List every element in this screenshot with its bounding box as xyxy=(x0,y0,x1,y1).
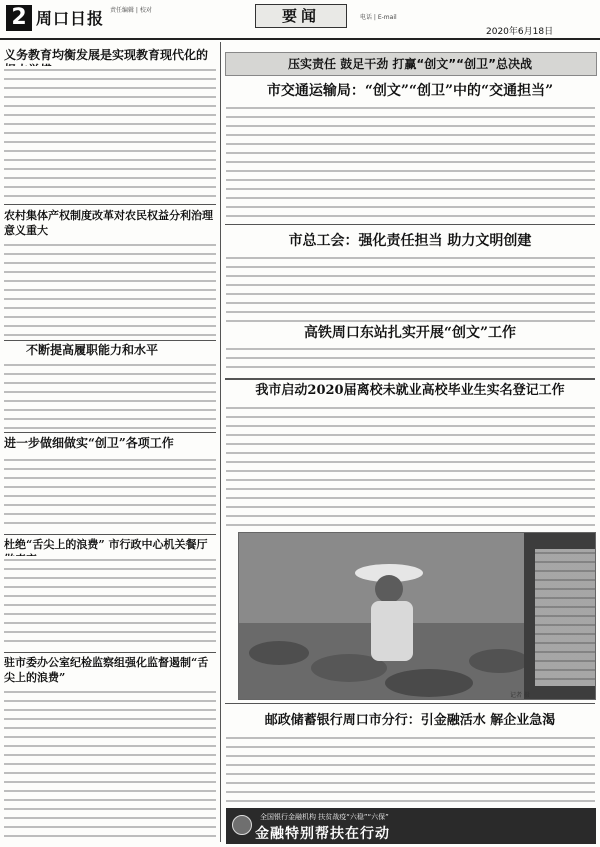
headline-food-waste: 杜绝“舌尖上的浪费” 市行政中心机关餐厅 xyxy=(4,538,208,551)
bank-logo-icon xyxy=(232,815,252,835)
headline-education: 义务教育均衡发展是实现教育现代化的 xyxy=(4,48,209,62)
article-body xyxy=(226,404,595,526)
article-body xyxy=(4,456,216,531)
article-body xyxy=(4,556,216,649)
column-divider xyxy=(220,42,221,842)
article-body xyxy=(226,345,595,375)
section-title: 要闻 xyxy=(255,4,347,28)
headline-postal-bank: 邮政储蓄银行周口市分行：引金融活水 解企业急渴 xyxy=(264,713,556,728)
ad-subtitle: 全国银行金融机构 扶贫战疫“六稳”“六保” xyxy=(260,813,389,821)
issue-date: 2020年6月18日 xyxy=(486,27,554,37)
divider xyxy=(4,204,216,205)
divider xyxy=(4,652,216,653)
headline-transport: 市交通运输局：“创文”“创卫”中的“交通担当” xyxy=(266,83,554,99)
photo-credit: 记者 摄 xyxy=(510,692,530,699)
edit-info: 责任编辑 | 校对 xyxy=(110,7,152,14)
page-number: 2 xyxy=(6,5,32,31)
article-body xyxy=(4,241,216,338)
article-body xyxy=(4,688,216,844)
newspaper-name: 周口日报 xyxy=(36,9,105,28)
headline-railway: 高铁周口东站扎实开展“创文”工作 xyxy=(303,325,517,341)
contact-info: 电话 | E-mail xyxy=(360,14,397,21)
headline-rural-reform: 农村集体产权制度改革对农民权益分利治理意义重大 xyxy=(4,209,213,237)
article-body xyxy=(4,66,216,201)
article-body xyxy=(4,361,216,431)
divider xyxy=(4,432,216,433)
headline-trade-union: 市总工会：强化责任担当 助力文明创建 xyxy=(288,233,532,249)
headline-supervision: 驻市委办公室纪检监察组强化监督遏制“舌尖上的浪费” xyxy=(4,656,209,684)
article-body xyxy=(226,734,595,804)
divider xyxy=(4,340,216,341)
divider xyxy=(225,224,595,225)
divider xyxy=(225,703,595,704)
article-body xyxy=(226,254,595,322)
article-body xyxy=(226,104,595,220)
headline-graduates: 我市启动2020届离校未就业高校毕业生实名登记工作 xyxy=(255,383,565,398)
divider xyxy=(225,378,595,380)
photo-caption xyxy=(535,549,595,686)
headline-duty: 不断提高履职能力和水平 xyxy=(26,343,159,357)
divider xyxy=(4,534,216,535)
ad-title: 金融特别帮扶在行动 xyxy=(255,826,390,842)
topic-banner-text: 压实责任 鼓足干劲 打赢“创文”“创卫”总决战 xyxy=(288,57,532,71)
headline-chuangwei: 进一步做细做实“创卫”各项工作 xyxy=(4,436,174,450)
